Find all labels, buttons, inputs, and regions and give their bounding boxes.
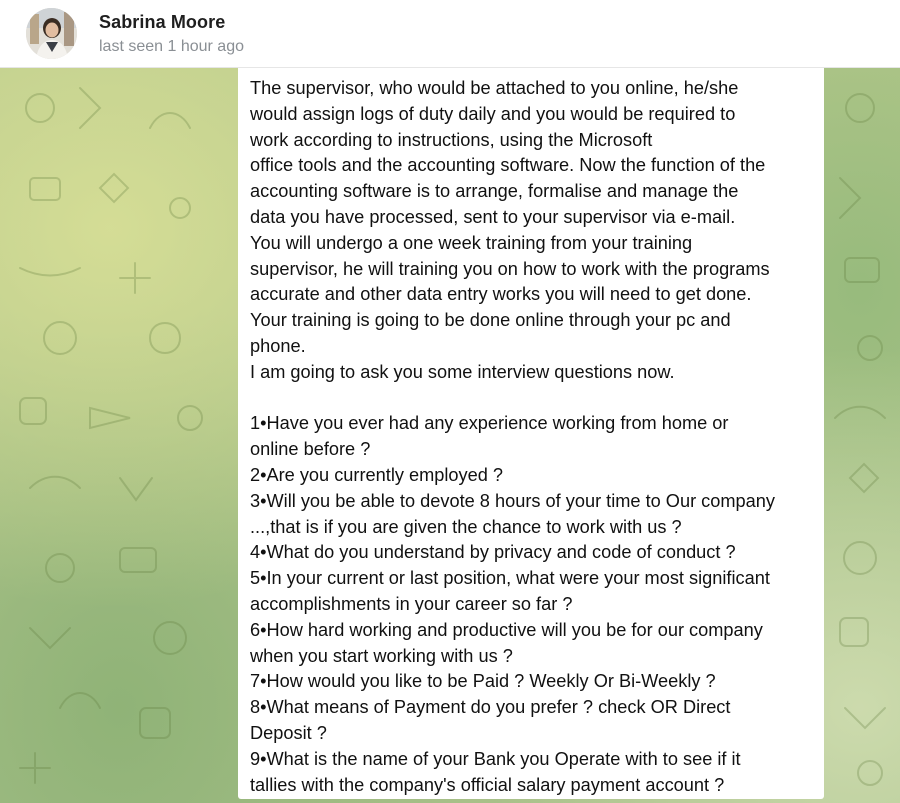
message-text-line: 9•What is the name of your Bank you Operate with to see if it	[250, 748, 741, 769]
message-text-line: accounting software is to arrange, formalise and manage the	[250, 181, 739, 202]
message-text-line: ...,that is if you are given the chance to work with us ?	[250, 516, 682, 537]
message-text-line: 5•In your current or last position, what were your most significant	[250, 568, 770, 589]
message-text-line: when you start working with us ?	[250, 645, 513, 666]
message-text-line: 1•Have you ever had any experience working from home or	[250, 413, 729, 434]
contact-last-seen: last seen 1 hour ago	[99, 38, 244, 55]
message-text-line: Deposit ?	[250, 722, 327, 743]
message-text-line: 4•What do you understand by privacy and code of conduct ?	[250, 542, 736, 563]
message-text-line: supervisor, he will training you on how to work with the programs	[250, 258, 770, 279]
message-text-line: tallies with the company's official salary payment account ?	[250, 774, 725, 795]
message-text-line: work according to instructions, using the Microsoft	[250, 129, 653, 150]
message-bubble[interactable]	[238, 68, 824, 799]
message-text-line: You will undergo a one week training from your training	[250, 232, 693, 253]
message-text-line: 2•Are you currently employed ?	[250, 464, 504, 485]
message-text-line: data you have processed, sent to your supervisor via e-mail.	[250, 206, 736, 227]
message-text-line: accurate and other data entry works you will need to get done.	[250, 284, 752, 305]
avatar-photo-icon	[26, 8, 77, 59]
message-text-line: phone.	[250, 335, 306, 356]
message-text-line: 8•What means of Payment do you prefer ? check OR Direct	[250, 697, 731, 718]
message-text-line: office tools and the accounting software. Now the function of the	[250, 155, 766, 176]
chat-header[interactable]	[0, 0, 900, 68]
contact-avatar[interactable]	[26, 8, 77, 59]
message-text-line: Your training is going to be done online through your pc and	[250, 310, 731, 331]
message-text-line: 7•How would you like to be Paid ? Weekly Or Bi-Weekly ?	[250, 671, 716, 692]
message-text-line: would assign logs of duty daily and you would be required to	[250, 103, 736, 124]
message-text-line: accomplishments in your career so far ?	[250, 593, 573, 614]
chat-area[interactable]	[0, 68, 900, 803]
message-text-line: The supervisor, who would be attached to you online, he/she	[250, 78, 739, 98]
contact-name[interactable]: Sabrina Moore	[99, 12, 226, 32]
message-text-line: I am going to ask you some interview questions now.	[250, 361, 675, 382]
message-text-line	[250, 386, 818, 412]
message-text-line: 6•How hard working and productive will you be for our company	[250, 619, 763, 640]
message-text-line: 3•Will you be able to devote 8 hours of your time to Our company	[250, 490, 775, 511]
message-text-line: online before ?	[250, 439, 371, 460]
